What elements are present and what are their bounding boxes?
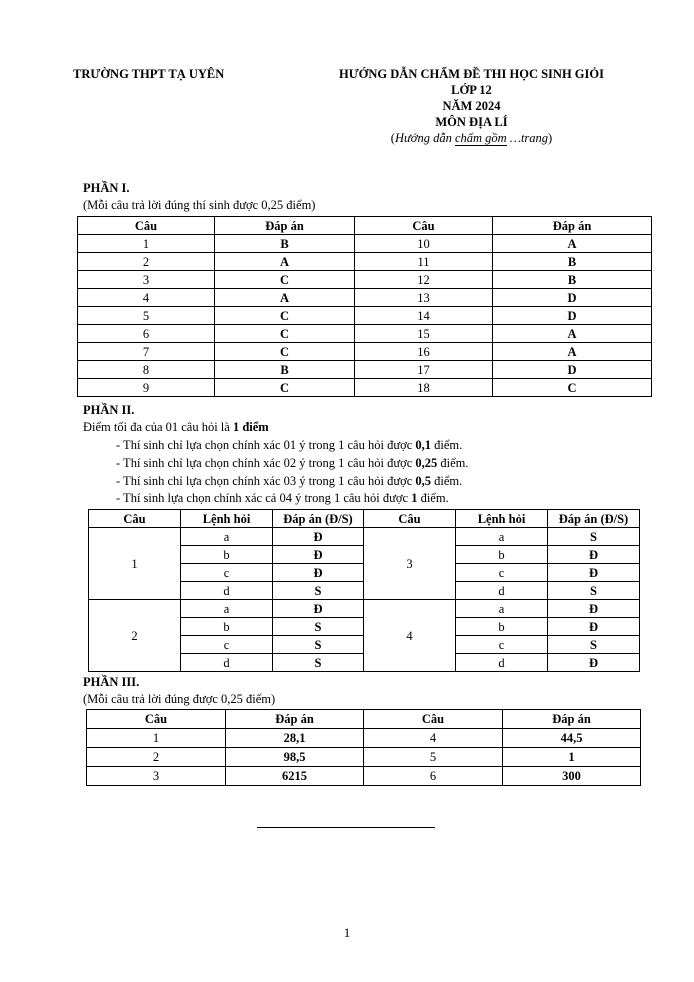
statement-letter: a <box>456 528 548 546</box>
table-row <box>87 729 641 748</box>
statement-letter: a <box>181 600 273 618</box>
answer: 98,5 <box>226 748 364 767</box>
statement-letter: d <box>181 582 273 600</box>
statement-letter: c <box>456 564 548 582</box>
answer: Đ <box>548 564 640 582</box>
column-header: Câu <box>87 710 226 729</box>
question-number: 13 <box>355 289 493 307</box>
part1-title: PHẦN I. <box>83 181 130 195</box>
part2-rule: - Thí sinh chỉ lựa chọn chính xác 02 ý trong 1 câu hỏi được 0,25 điểm. <box>116 456 469 470</box>
answer: 44,5 <box>503 729 641 748</box>
answer: Đ <box>273 528 364 546</box>
part2-intro: Điểm tối đa của 01 câu hỏi là 1 điểm <box>83 420 269 434</box>
answer: B <box>493 271 652 289</box>
answer: S <box>273 618 364 636</box>
question-number: 5 <box>364 748 503 767</box>
statement-letter: d <box>456 654 548 672</box>
table-header-row <box>87 710 641 729</box>
column-header: Lệnh hỏi <box>456 510 548 528</box>
answer: Đ <box>273 564 364 582</box>
answer: S <box>273 654 364 672</box>
table-row <box>78 289 652 307</box>
part3-note: (Mỗi câu trả lời đúng được 0,25 điểm) <box>83 692 276 706</box>
question-number: 3 <box>78 271 215 289</box>
table-row <box>87 748 641 767</box>
answer: C <box>215 343 355 361</box>
answer: C <box>215 379 355 397</box>
question-number: 18 <box>355 379 493 397</box>
title-line: NĂM 2024 <box>442 99 501 113</box>
column-header: Đáp án <box>493 217 652 235</box>
answer: 6215 <box>226 767 364 786</box>
column-header: Câu <box>364 510 456 528</box>
question-number: 5 <box>78 307 215 325</box>
table-header-row <box>89 510 640 528</box>
column-header: Đáp án (Đ/S) <box>273 510 364 528</box>
question-number: 9 <box>78 379 215 397</box>
answer: 300 <box>503 767 641 786</box>
answer: A <box>493 325 652 343</box>
table-row <box>78 307 652 325</box>
answer: S <box>548 636 640 654</box>
question-number: 17 <box>355 361 493 379</box>
answer: B <box>215 235 355 253</box>
statement-letter: c <box>181 564 273 582</box>
table-row <box>78 253 652 271</box>
question-number: 3 <box>87 767 226 786</box>
question-number: 10 <box>355 235 493 253</box>
question-number: 4 <box>364 729 503 748</box>
answer: B <box>215 361 355 379</box>
question-number: 6 <box>364 767 503 786</box>
answer: Đ <box>548 600 640 618</box>
statement-letter: a <box>181 528 273 546</box>
statement-letter: b <box>181 546 273 564</box>
title-line: MÔN ĐỊA LÍ <box>435 115 508 129</box>
statement-letter: c <box>181 636 273 654</box>
table-row <box>78 379 652 397</box>
question-number: 16 <box>355 343 493 361</box>
answer: S <box>548 582 640 600</box>
question-number: 14 <box>355 307 493 325</box>
answer: Đ <box>548 546 640 564</box>
answer: C <box>215 325 355 343</box>
answer: S <box>273 582 364 600</box>
school-name: TRƯỜNG THPT TẠ UYÊN <box>73 67 225 81</box>
answer: 28,1 <box>226 729 364 748</box>
statement-letter: b <box>456 546 548 564</box>
column-header: Lệnh hỏi <box>181 510 273 528</box>
answer: C <box>215 307 355 325</box>
answer: Đ <box>273 546 364 564</box>
table-row <box>78 361 652 379</box>
answer: 1 <box>503 748 641 767</box>
question-number: 15 <box>355 325 493 343</box>
question-number: 1 <box>87 729 226 748</box>
column-header: Đáp án (Đ/S) <box>548 510 640 528</box>
table-row <box>87 767 641 786</box>
part1-note: (Mỗi câu trả lời đúng thí sinh được 0,25 điểm) <box>83 198 316 212</box>
column-header: Đáp án <box>215 217 355 235</box>
part2-rule: - Thí sinh lựa chọn chính xác cả 04 ý trong 1 câu hỏi được 1 điểm. <box>116 491 449 505</box>
table-header-row <box>78 217 652 235</box>
answer: Đ <box>548 654 640 672</box>
question-number: 11 <box>355 253 493 271</box>
title-line: LỚP 12 <box>451 83 492 97</box>
question-number: 4 <box>364 600 456 672</box>
part2-title: PHẦN II. <box>83 403 135 417</box>
answer: B <box>493 253 652 271</box>
column-header: Câu <box>364 710 503 729</box>
page-count-note: (Hướng dẫn chấm gồm …trang) <box>390 131 553 145</box>
question-number: 2 <box>78 253 215 271</box>
answer: C <box>493 379 652 397</box>
table-row <box>89 528 640 546</box>
answer: Đ <box>273 600 364 618</box>
question-number: 4 <box>78 289 215 307</box>
answer: A <box>493 343 652 361</box>
statement-letter: d <box>181 654 273 672</box>
statement-letter: a <box>456 600 548 618</box>
part1-answer-table <box>77 216 652 397</box>
statement-letter: c <box>456 636 548 654</box>
question-number: 1 <box>78 235 215 253</box>
statement-letter: b <box>181 618 273 636</box>
part2-rule: - Thí sinh chỉ lựa chọn chính xác 01 ý trong 1 câu hỏi được 0,1 điểm. <box>116 438 463 452</box>
question-number: 2 <box>87 748 226 767</box>
column-header: Câu <box>355 217 493 235</box>
page-number: 1 <box>343 925 351 940</box>
question-number: 12 <box>355 271 493 289</box>
table-row <box>78 343 652 361</box>
question-number: 8 <box>78 361 215 379</box>
question-number: 2 <box>89 600 181 672</box>
answer: S <box>548 528 640 546</box>
table-row <box>78 325 652 343</box>
part2-answer-table <box>88 509 640 672</box>
document-title <box>300 66 643 146</box>
question-number: 3 <box>364 528 456 600</box>
part3-answer-table <box>86 709 641 786</box>
statement-letter: b <box>456 618 548 636</box>
table-row <box>78 235 652 253</box>
part3-title: PHẦN III. <box>83 675 140 689</box>
answer: D <box>493 307 652 325</box>
column-header: Đáp án <box>503 710 641 729</box>
end-rule <box>257 827 435 828</box>
answer: A <box>215 289 355 307</box>
answer: A <box>493 235 652 253</box>
part2-rule: - Thí sinh chỉ lựa chọn chính xác 03 ý trong 1 câu hỏi được 0,5 điểm. <box>116 474 463 488</box>
answer: A <box>215 253 355 271</box>
answer: S <box>273 636 364 654</box>
title-line: HƯỚNG DẪN CHẤM ĐỀ THI HỌC SINH GIỎI <box>339 67 604 81</box>
column-header: Đáp án <box>226 710 364 729</box>
question-number: 6 <box>78 325 215 343</box>
table-row <box>78 271 652 289</box>
statement-letter: d <box>456 582 548 600</box>
answer: D <box>493 289 652 307</box>
answer: D <box>493 361 652 379</box>
column-header: Câu <box>89 510 181 528</box>
question-number: 7 <box>78 343 215 361</box>
question-number: 1 <box>89 528 181 600</box>
table-row <box>89 600 640 618</box>
answer: Đ <box>548 618 640 636</box>
column-header: Câu <box>78 217 215 235</box>
answer: C <box>215 271 355 289</box>
